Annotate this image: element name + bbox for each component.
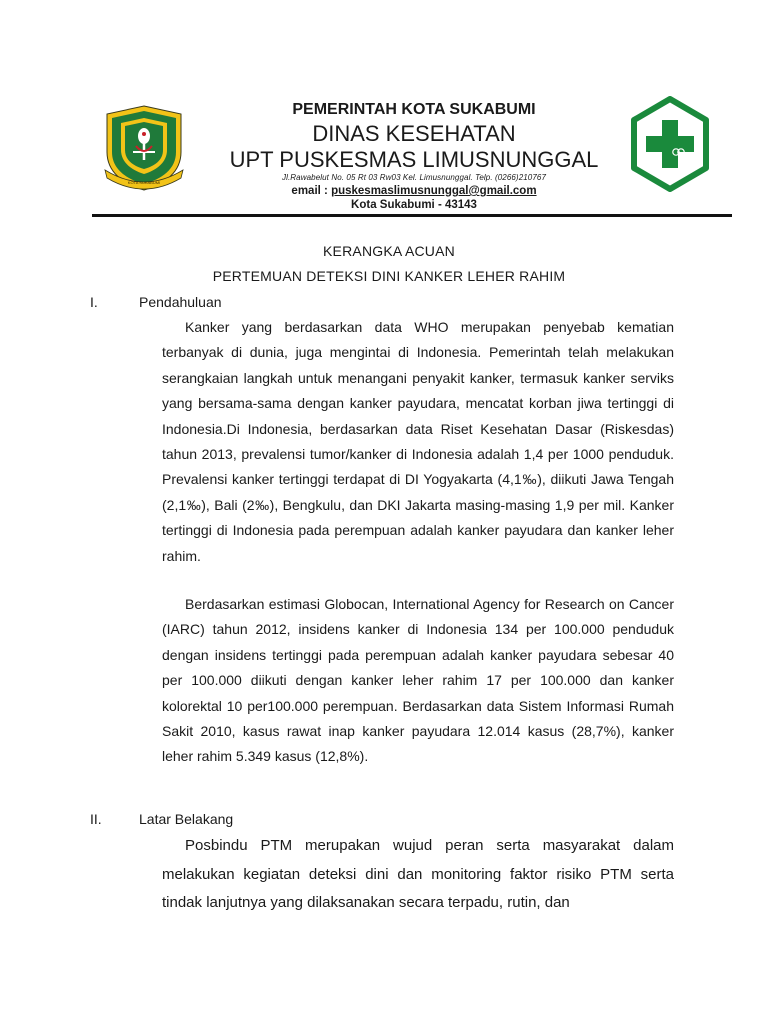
paragraph: Posbindu PTM merupakan wujud peran serta masyarakat dalam melakukan kegiatan deteksi dini dan monitoring faktor risiko PTM serta tindak lanjutnya yang dilaksanakan secara terpadu, rutin, dan (162, 837, 674, 911)
puskesmas-logo-icon (630, 96, 710, 192)
city-line: Kota Sukabumi - 43143 (351, 199, 477, 211)
email-label: email : (291, 185, 332, 197)
paragraph: Berdasarkan estimasi Globocan, International Agency for Research on Cancer (IARC) tahun 2012, insidens kanker di Indonesia 134 per 100.000 penduduk dengan insidens tertinggi pada perempuan adalah kanker payudara sebesar 40 per 100.000 diikuti dengan kanker leher rahim 17 per 100.000 dan kanker kolorektal 10 per100.000 perempuan. Berdasarkan data Sistem Informasi Rumah Sakit 2010, kasus rawat inap kanker payudara 12.014 kasus (28,7%), kanker leher rahim 5.349 kasus (12,8%). (162, 596, 674, 765)
unit-name: UPT PUSKESMAS LIMUSNUNGGAL (229, 147, 599, 172)
address-line: Jl.Rawabelut No. 05 Rt 03 Rw03 Kel. Limusnunggal. Telp. (0266)210767 (282, 173, 546, 182)
section-heading: Latar Belakang (139, 811, 234, 827)
email-link[interactable]: puskesmaslimusnunggal@gmail.com (331, 185, 537, 197)
government-name: PEMERINTAH KOTA SUKABUMI (292, 101, 536, 118)
document-title: KERANGKA ACUAN (323, 243, 455, 259)
section-heading: Pendahuluan (139, 294, 222, 310)
document-subtitle: PERTEMUAN DETEKSI DINI KANKER LEHER RAHIM (212, 268, 566, 284)
paragraph: Kanker yang berdasarkan data WHO merupakan penyebab kematian terbanyak di dunia, juga mengintai di Indonesia. Pemerintah telah melakukan serangkaian langkah untuk menangani penyakit kanker, termasuk kanker serviks yang bersama-sama dengan kanker payudara, mencatat korban jiwa tertinggi di Indonesia.Di Indonesia, berdasarkan data Riset Kesehatan Dasar (Riskesdas) tahun 2013, prevalensi tumor/kanker di Indonesia adalah 1,4 per 1000 penduduk. Prevalensi kanker tertinggi terdapat di DI Yogyakarta (4,1‰), diikuti Jawa Tengah (2,1‰), Bali (2‰), Bengkulu, dan DKI Jakarta masing-masing 1,9 per mil. Kanker tertinggi di Indonesia pada perempuan adalah kanker payudara dan kanker leher rahim. (162, 319, 674, 564)
letterhead-divider (92, 214, 732, 217)
section-number: II. (90, 811, 102, 827)
department-name: DINAS KESEHATAN (312, 121, 516, 146)
section-number: I. (90, 294, 98, 310)
svg-text:KOTA SUKABUMI: KOTA SUKABUMI (127, 180, 161, 185)
